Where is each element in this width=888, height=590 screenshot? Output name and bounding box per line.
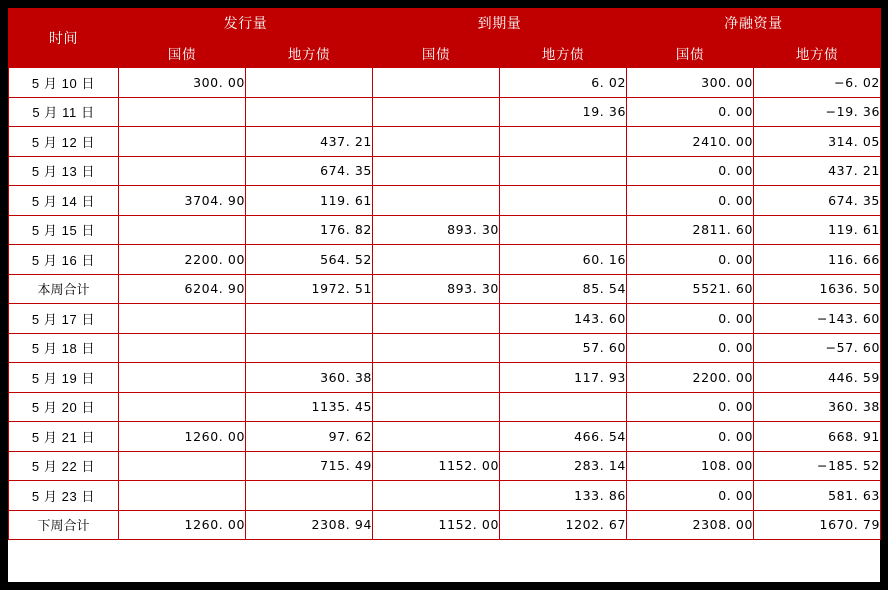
header-group-net: 净融资量 bbox=[627, 9, 881, 39]
table-row bbox=[9, 245, 881, 275]
table-row bbox=[9, 451, 881, 481]
cell-time: 5 月 21 日 bbox=[9, 422, 119, 452]
cell-net-gov: 2811. 60 bbox=[627, 215, 754, 245]
cell-issue-gov: 1260. 00 bbox=[119, 510, 246, 540]
cell-maturity-local bbox=[500, 392, 627, 422]
cell-issue-local: 1135. 45 bbox=[246, 392, 373, 422]
cell-issue-gov bbox=[119, 156, 246, 186]
cell-net-gov: 2200. 00 bbox=[627, 363, 754, 393]
header-group-maturity: 到期量 bbox=[373, 9, 627, 39]
cell-issue-gov bbox=[119, 97, 246, 127]
cell-maturity-local bbox=[500, 127, 627, 157]
cell-net-local: −57. 60 bbox=[754, 333, 881, 363]
cell-issue-gov bbox=[119, 127, 246, 157]
cell-net-gov: 0. 00 bbox=[627, 392, 754, 422]
table-row bbox=[9, 97, 881, 127]
cell-issue-local: 360. 38 bbox=[246, 363, 373, 393]
cell-net-local: 360. 38 bbox=[754, 392, 881, 422]
cell-maturity-local bbox=[500, 156, 627, 186]
cell-net-gov: 2410. 00 bbox=[627, 127, 754, 157]
cell-time: 5 月 22 日 bbox=[9, 451, 119, 481]
cell-time: 5 月 16 日 bbox=[9, 245, 119, 275]
cell-issue-local: 564. 52 bbox=[246, 245, 373, 275]
cell-issue-local: 176. 82 bbox=[246, 215, 373, 245]
cell-net-local: −6. 02 bbox=[754, 68, 881, 98]
cell-issue-gov bbox=[119, 481, 246, 511]
cell-time: 5 月 11 日 bbox=[9, 97, 119, 127]
table-row bbox=[9, 304, 881, 334]
cell-maturity-gov bbox=[373, 481, 500, 511]
cell-maturity-gov: 893. 30 bbox=[373, 274, 500, 304]
header-issue-gov: 国债 bbox=[119, 38, 246, 68]
cell-time: 5 月 13 日 bbox=[9, 156, 119, 186]
cell-issue-local bbox=[246, 97, 373, 127]
cell-net-gov: 2308. 00 bbox=[627, 510, 754, 540]
cell-net-gov: 0. 00 bbox=[627, 245, 754, 275]
cell-maturity-local: 466. 54 bbox=[500, 422, 627, 452]
header-maturity-local: 地方债 bbox=[500, 38, 627, 68]
cell-issue-local: 119. 61 bbox=[246, 186, 373, 216]
cell-maturity-gov bbox=[373, 186, 500, 216]
cell-time: 下周合计 bbox=[9, 510, 119, 540]
cell-maturity-gov bbox=[373, 245, 500, 275]
cell-maturity-gov bbox=[373, 304, 500, 334]
cell-maturity-gov: 1152. 00 bbox=[373, 451, 500, 481]
cell-maturity-local: 57. 60 bbox=[500, 333, 627, 363]
cell-issue-local: 2308. 94 bbox=[246, 510, 373, 540]
cell-issue-gov bbox=[119, 363, 246, 393]
cell-time: 5 月 23 日 bbox=[9, 481, 119, 511]
cell-net-local: −185. 52 bbox=[754, 451, 881, 481]
cell-net-gov: 0. 00 bbox=[627, 186, 754, 216]
cell-maturity-gov bbox=[373, 363, 500, 393]
cell-maturity-local: 143. 60 bbox=[500, 304, 627, 334]
cell-maturity-local: 19. 36 bbox=[500, 97, 627, 127]
header-group-row bbox=[9, 9, 881, 39]
cell-net-local: 446. 59 bbox=[754, 363, 881, 393]
cell-issue-local bbox=[246, 481, 373, 511]
cell-issue-gov: 2200. 00 bbox=[119, 245, 246, 275]
cell-maturity-local: 133. 86 bbox=[500, 481, 627, 511]
cell-maturity-gov: 1152. 00 bbox=[373, 510, 500, 540]
cell-issue-local: 715. 49 bbox=[246, 451, 373, 481]
cell-issue-local: 674. 35 bbox=[246, 156, 373, 186]
cell-net-local: 581. 63 bbox=[754, 481, 881, 511]
header-sub-row bbox=[9, 38, 881, 68]
cell-issue-local bbox=[246, 333, 373, 363]
table-body bbox=[9, 68, 881, 540]
cell-issue-gov bbox=[119, 215, 246, 245]
cell-maturity-gov: 893. 30 bbox=[373, 215, 500, 245]
cell-net-gov: 0. 00 bbox=[627, 97, 754, 127]
cell-net-gov: 0. 00 bbox=[627, 304, 754, 334]
table-row bbox=[9, 186, 881, 216]
cell-net-local: 668. 91 bbox=[754, 422, 881, 452]
table-row bbox=[9, 333, 881, 363]
header-issue-local: 地方债 bbox=[246, 38, 373, 68]
cell-maturity-local bbox=[500, 186, 627, 216]
cell-time: 5 月 15 日 bbox=[9, 215, 119, 245]
cell-maturity-local: 283. 14 bbox=[500, 451, 627, 481]
table-row bbox=[9, 127, 881, 157]
cell-net-gov: 5521. 60 bbox=[627, 274, 754, 304]
cell-net-gov: 0. 00 bbox=[627, 333, 754, 363]
table-row bbox=[9, 392, 881, 422]
cell-issue-local bbox=[246, 304, 373, 334]
cell-maturity-gov bbox=[373, 392, 500, 422]
cell-net-local: 674. 35 bbox=[754, 186, 881, 216]
cell-issue-local: 1972. 51 bbox=[246, 274, 373, 304]
cell-net-local: 314. 05 bbox=[754, 127, 881, 157]
cell-time: 5 月 20 日 bbox=[9, 392, 119, 422]
table-row bbox=[9, 68, 881, 98]
bond-issuance-table bbox=[8, 8, 881, 540]
cell-time: 5 月 12 日 bbox=[9, 127, 119, 157]
header-group-issue: 发行量 bbox=[119, 9, 373, 39]
cell-issue-gov: 6204. 90 bbox=[119, 274, 246, 304]
cell-issue-gov: 1260. 00 bbox=[119, 422, 246, 452]
cell-maturity-gov bbox=[373, 97, 500, 127]
cell-net-local: −143. 60 bbox=[754, 304, 881, 334]
header-net-local: 地方债 bbox=[754, 38, 881, 68]
cell-issue-gov bbox=[119, 392, 246, 422]
cell-issue-gov bbox=[119, 451, 246, 481]
cell-issue-local: 437. 21 bbox=[246, 127, 373, 157]
cell-time: 5 月 14 日 bbox=[9, 186, 119, 216]
cell-net-local: 1636. 50 bbox=[754, 274, 881, 304]
table-row bbox=[9, 274, 881, 304]
cell-time: 5 月 19 日 bbox=[9, 363, 119, 393]
table-row bbox=[9, 481, 881, 511]
cell-maturity-local: 60. 16 bbox=[500, 245, 627, 275]
cell-time: 5 月 18 日 bbox=[9, 333, 119, 363]
table-row bbox=[9, 156, 881, 186]
header-time: 时间 bbox=[9, 9, 119, 68]
cell-maturity-local: 85. 54 bbox=[500, 274, 627, 304]
cell-maturity-local: 117. 93 bbox=[500, 363, 627, 393]
table-row bbox=[9, 363, 881, 393]
cell-net-local: 437. 21 bbox=[754, 156, 881, 186]
cell-net-local: 1670. 79 bbox=[754, 510, 881, 540]
cell-net-gov: 0. 00 bbox=[627, 422, 754, 452]
cell-maturity-local: 1202. 67 bbox=[500, 510, 627, 540]
table-row bbox=[9, 422, 881, 452]
cell-time: 5 月 10 日 bbox=[9, 68, 119, 98]
table-header bbox=[9, 9, 881, 68]
cell-time: 5 月 17 日 bbox=[9, 304, 119, 334]
cell-issue-local bbox=[246, 68, 373, 98]
cell-maturity-gov bbox=[373, 333, 500, 363]
cell-net-local: 116. 66 bbox=[754, 245, 881, 275]
cell-maturity-gov bbox=[373, 422, 500, 452]
document-page bbox=[8, 8, 880, 582]
table-row bbox=[9, 215, 881, 245]
cell-net-gov: 108. 00 bbox=[627, 451, 754, 481]
cell-net-gov: 300. 00 bbox=[627, 68, 754, 98]
cell-maturity-gov bbox=[373, 127, 500, 157]
header-maturity-gov: 国债 bbox=[373, 38, 500, 68]
cell-maturity-local bbox=[500, 215, 627, 245]
cell-net-local: −19. 36 bbox=[754, 97, 881, 127]
cell-time: 本周合计 bbox=[9, 274, 119, 304]
cell-issue-gov bbox=[119, 304, 246, 334]
cell-issue-gov: 3704. 90 bbox=[119, 186, 246, 216]
cell-net-local: 119. 61 bbox=[754, 215, 881, 245]
header-net-gov: 国债 bbox=[627, 38, 754, 68]
cell-net-gov: 0. 00 bbox=[627, 156, 754, 186]
cell-net-gov: 0. 00 bbox=[627, 481, 754, 511]
cell-issue-gov bbox=[119, 333, 246, 363]
table-row bbox=[9, 510, 881, 540]
cell-issue-local: 97. 62 bbox=[246, 422, 373, 452]
cell-maturity-local: 6. 02 bbox=[500, 68, 627, 98]
cell-maturity-gov bbox=[373, 68, 500, 98]
cell-maturity-gov bbox=[373, 156, 500, 186]
cell-issue-gov: 300. 00 bbox=[119, 68, 246, 98]
